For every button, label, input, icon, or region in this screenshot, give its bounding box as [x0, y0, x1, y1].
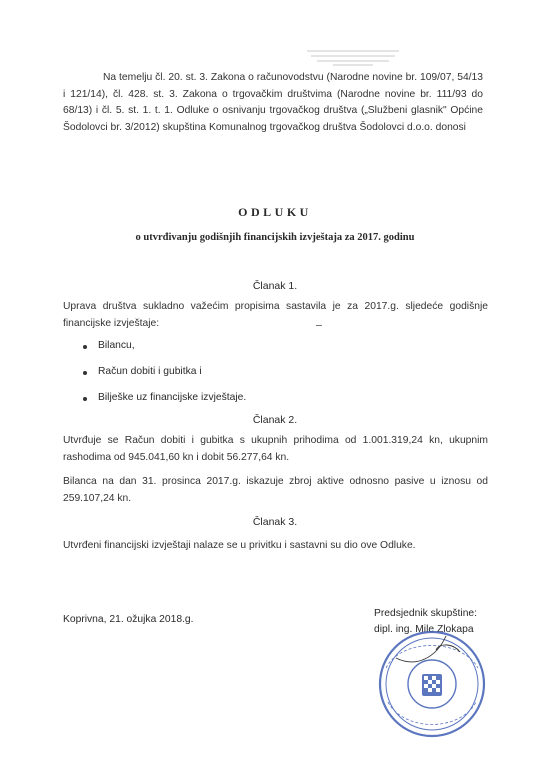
report-list	[88, 340, 246, 418]
article-2-text-1: Utvrđuje se Račun dobiti i gubitka s ukupnih prihodima od 1.001.319,24 kn, ukupnim rashodima od 945.041,60 kn i dobit 56.277,64 kn.	[63, 435, 488, 463]
list-item: Bilancu,	[88, 340, 246, 366]
list-item: Račun dobiti i gubitka i	[88, 366, 246, 392]
article-1-text: Uprava društva sukladno važećim propisima sastavila je za 2017.g. sljedeće godišnje financijske izvještaje:	[63, 301, 488, 329]
preamble: Na temelju čl. 20. st. 3. Zakona o računovodstvu (Narodne novine br. 109/07, 54/13 i 121/14), čl. 428. st. 3. Zakona o trgovačkim društvima (Narodne novine br. 111/93 do 68/13) i čl. 5. st. 1. t. 1. Odluke o osnivanju trgovačkog društva („Službeni glasnik" Općine Šodolovci br. 3/2012) skupština Komunalnog trgovačkog društva Šodolovci d.o.o. donosi	[63, 72, 483, 133]
received-stamp	[303, 45, 403, 69]
bullet-icon	[83, 397, 87, 401]
list-item: Bilješke uz financijske izvještaje.	[88, 392, 246, 418]
bullet-icon	[83, 371, 87, 375]
article-2-text-2: Bilanca na dan 31. prosinca 2017.g. iskazuje zbroj aktive odnosno pasive u iznosu od 259.107,24 kn.	[63, 476, 488, 504]
bullet-icon	[83, 345, 87, 349]
document-subtitle: o utvrđivanju godišnjih financijskih izvještaja za 2017. godinu	[135, 232, 415, 243]
article-1-heading: Članak 1.	[252, 280, 298, 292]
official-seal	[376, 628, 488, 740]
article-2-heading: Članak 2.	[252, 414, 298, 426]
place-date: Koprivna, 21. ožujka 2018.g.	[63, 614, 194, 625]
article-3-text: Utvrđeni financijski izvještaji nalaze se u privitku i sastavni su dio ove Odluke.	[63, 540, 416, 551]
document-title: ODLUKU	[238, 205, 312, 219]
article-3-heading: Članak 3.	[252, 516, 298, 528]
signatory-name: dipl. ing. Mile Zlokapa	[374, 624, 474, 635]
stray-mark	[316, 325, 322, 326]
signature-title: Predsjednik skupštine:	[374, 608, 478, 619]
